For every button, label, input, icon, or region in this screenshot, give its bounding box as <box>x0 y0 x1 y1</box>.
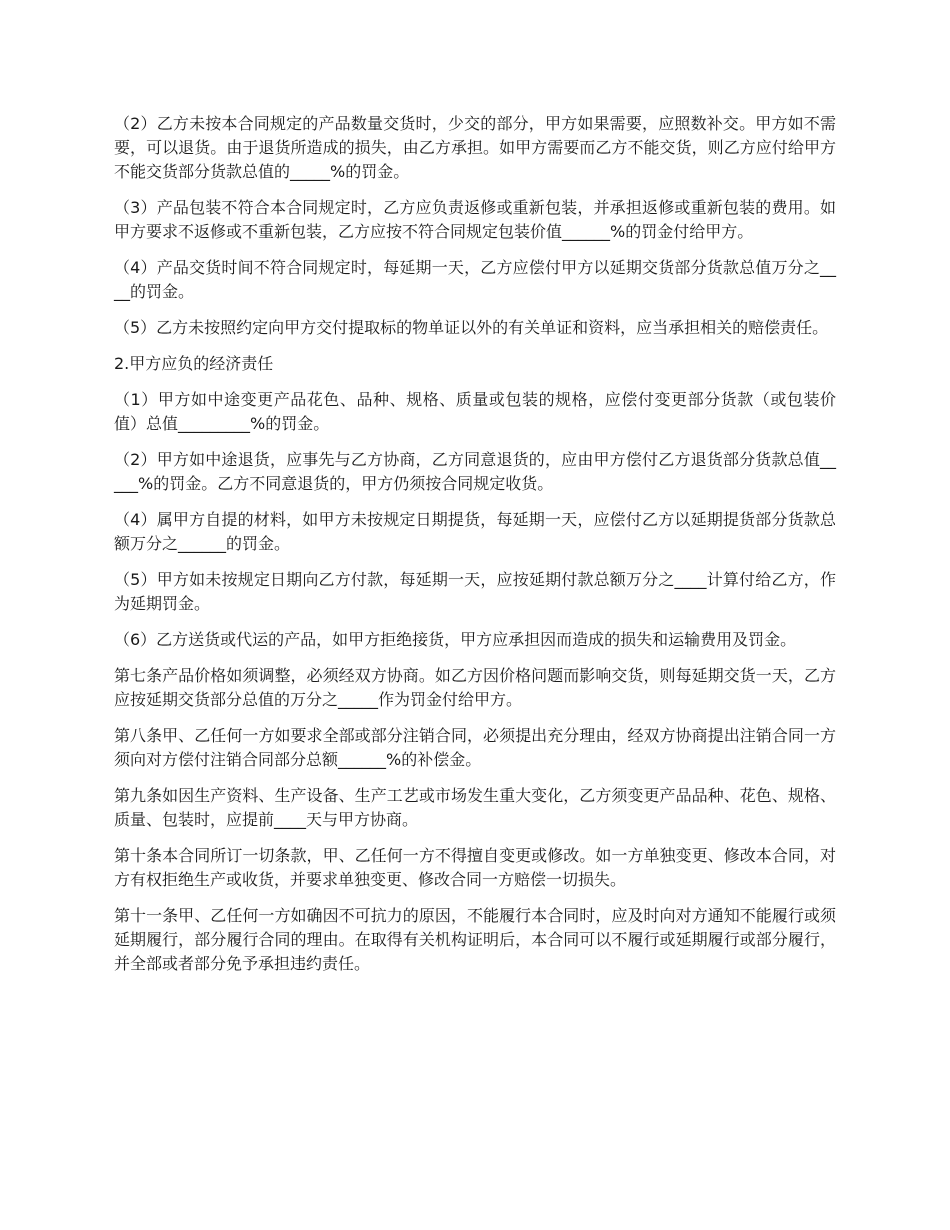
article-10-no-unilateral-change: 第十条本合同所订一切条款，甲、乙任何一方不得擅自变更或修改。如一方单独变更、修改本合同，对方有权拒绝生产或收货，并要求单独变更、修改合同一方赔偿一切损失。 <box>114 846 836 889</box>
document-body <box>114 112 836 988</box>
clause-buyer-payment-delay: （5）甲方如未按规定日期向乙方付款，每延期一天，应按延期付款总额万分之____计算付给乙方，作为延期罚金。 <box>114 570 836 613</box>
section-heading-buyer-liability: 2.甲方应负的经济责任 <box>114 354 274 373</box>
clause-seller-packaging: （3）产品包装不符合本合同规定时，乙方应负责返修或重新包装，并承担返修或重新包装的费用。如甲方要求不返修或不重新包装，乙方应按不符合同规定包装价值______%的罚金付给甲方。 <box>114 198 836 241</box>
article-8-cancellation: 第八条甲、乙任何一方如要求全部或部分注销合同，必须提出充分理由，经双方协商提出注销合同一方须向对方偿付注销合同部分总额______%的补偿金。 <box>114 726 836 769</box>
clause-seller-delivery-delay: （4）产品交货时间不符合同规定时，每延期一天，乙方应偿付甲方以延期交货部分货款总值万分之____的罚金。 <box>114 258 836 301</box>
article-9-major-changes: 第九条如因生产资料、生产设备、生产工艺或市场发生重大变化，乙方须变更产品品种、花色、规格、质量、包装时，应提前____天与甲方协商。 <box>114 786 836 829</box>
clause-buyer-return: （2）甲方如中途退货，应事先与乙方协商，乙方同意退货的，应由甲方偿付乙方退货部分货款总值_____%的罚金。乙方不同意退货的，甲方仍须按合同规定收货。 <box>114 450 836 493</box>
article-7-price-adjustment: 第七条产品价格如须调整，必须经双方协商。如乙方因价格问题而影响交货，则每延期交货一天，乙方应按延期交货部分总值的万分之_____作为罚金付给甲方。 <box>114 666 836 709</box>
clause-seller-quantity-shortfall: （2）乙方未按本合同规定的产品数量交货时，少交的部分，甲方如果需要，应照数补交。甲方如不需要，可以退货。由于退货所造成的损失，由乙方承担。如甲方需要而乙方不能交货，则乙方应付给甲方不能交货部分货款总值的_____%的罚金。 <box>114 114 836 181</box>
clause-seller-documents: （5）乙方未按照约定向甲方交付提取标的物单证以外的有关单证和资料，应当承担相关的赔偿责任。 <box>114 318 829 337</box>
clause-buyer-refuse-delivery: （6）乙方送货或代运的产品，如甲方拒绝接货，甲方应承担因而造成的损失和运输费用及罚金。 <box>114 630 797 649</box>
clause-buyer-change-spec: （1）甲方如中途变更产品花色、品种、规格、质量或包装的规格，应偿付变更部分货款（或包装价值）总值_________%的罚金。 <box>114 390 836 433</box>
article-11-force-majeure: 第十一条甲、乙任何一方如确因不可抗力的原因，不能履行本合同时，应及时向对方通知不能履行或须延期履行，部分履行合同的理由。在取得有关机构证明后，本合同可以不履行或延期履行或部分履行，并全部或者部分免予承担违约责任。 <box>114 906 836 973</box>
clause-buyer-pickup-delay: （4）属甲方自提的材料，如甲方未按规定日期提货，每延期一天，应偿付乙方以延期提货部分货款总额万分之______的罚金。 <box>114 510 836 553</box>
